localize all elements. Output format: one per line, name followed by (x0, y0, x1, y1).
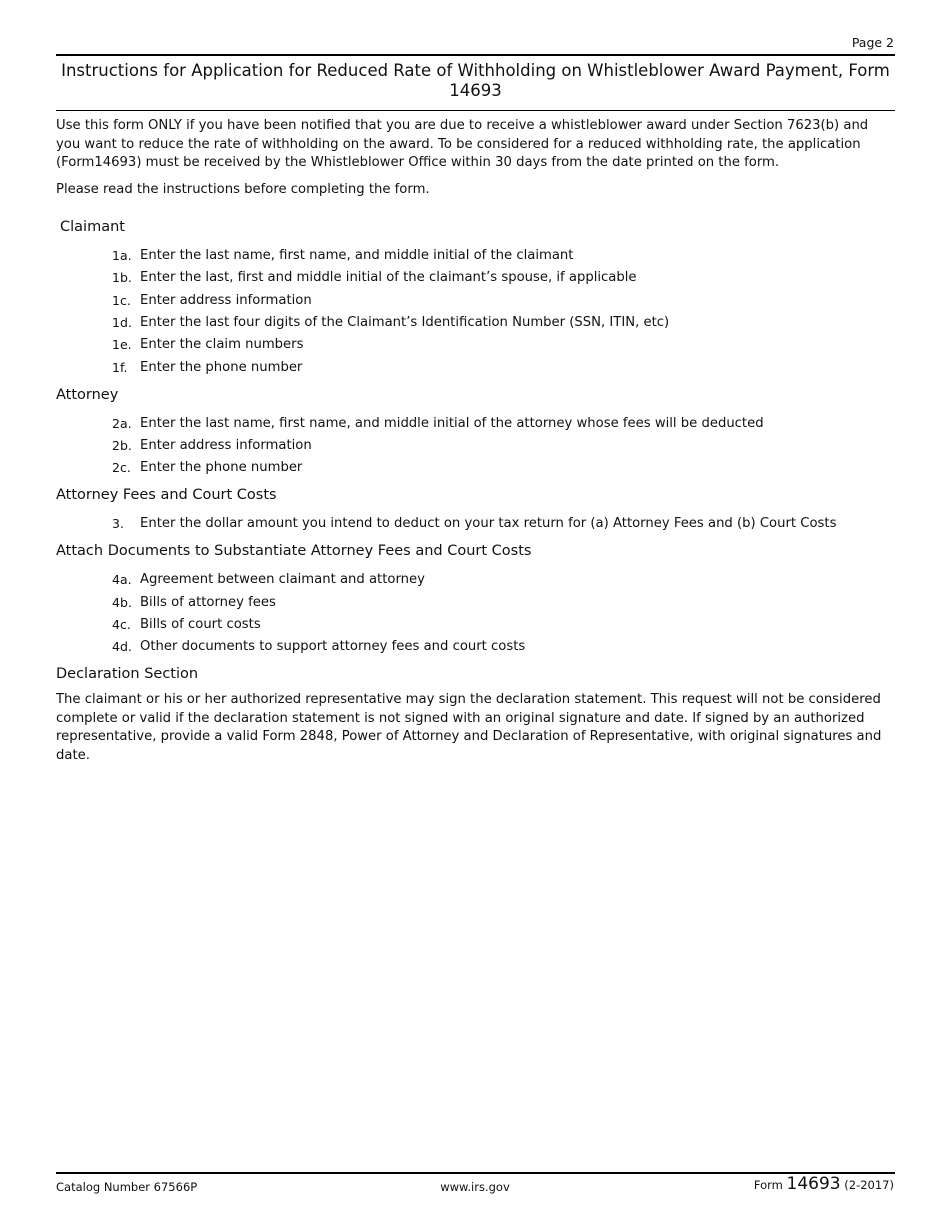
item-text: Other documents to support attorney fees and court costs (140, 639, 526, 654)
form-number: 14693 (786, 1174, 841, 1194)
item-number: 4c. (112, 617, 131, 632)
read-instructions-note: Please read the instructions before completing the form. (56, 182, 430, 197)
list-item (0, 594, 950, 612)
item-number: 2b. (112, 438, 132, 453)
section-heading-claimant: Claimant (60, 219, 125, 235)
list-item (0, 292, 950, 310)
section-heading-attorney: Attorney (56, 387, 119, 403)
top-rule (56, 54, 895, 56)
form-revision: (2-2017) (844, 1178, 894, 1192)
item-number: 4b. (112, 595, 132, 610)
list-item (0, 336, 950, 354)
item-number: 1f. (112, 360, 128, 375)
item-text: Enter the last name, first name, and middle initial of the attorney whose fees will be deducted (140, 416, 764, 431)
list-item (0, 247, 950, 265)
section-heading-documents: Attach Documents to Substantiate Attorney Fees and Court Costs (56, 543, 532, 559)
form-identifier (754, 1174, 894, 1194)
item-number: 2a. (112, 416, 132, 431)
item-text: Enter the phone number (140, 460, 303, 475)
list-item (0, 437, 950, 455)
list-item (0, 269, 950, 287)
item-text: Enter the last, first and middle initial of the claimant’s spouse, if applicable (140, 270, 637, 285)
item-number: 4a. (112, 572, 132, 587)
item-text: Bills of attorney fees (140, 595, 276, 610)
item-number: 4d. (112, 639, 132, 654)
item-text: Agreement between claimant and attorney (140, 572, 425, 587)
item-text: Enter address information (140, 293, 312, 308)
form-prefix: Form (753, 1178, 783, 1192)
website-text[interactable]: www.irs.gov (440, 1180, 510, 1194)
list-item (0, 415, 950, 433)
item-number: 1d. (112, 315, 132, 330)
list-item (0, 515, 950, 533)
item-text: Enter address information (140, 438, 312, 453)
list-item (0, 359, 950, 377)
intro-text: Use this form ONLY if you have been notified that you are due to receive a whistleblower award under Section 7623(b) and you want to reduce the rate of withholding on the award. To be considered for a reduced withholding rate, the application (Form14693) must be received by the Whistleblower Office within 30 days from the date printed on the form. (56, 118, 869, 170)
item-text: Enter the claim numbers (140, 337, 304, 352)
page-title: Instructions for Application for Reduced Rate of Withholding on Whistleblower Award Payment, Form 14693 (61, 61, 890, 100)
item-number: 2c. (112, 460, 131, 475)
item-text: Enter the last name, first name, and middle initial of the claimant (140, 248, 574, 263)
item-number: 1c. (112, 293, 131, 308)
item-text: Enter the last four digits of the Claimant’s Identification Number (SSN, ITIN, etc) (140, 315, 670, 330)
item-number: 3. (112, 516, 124, 531)
list-item (0, 459, 950, 477)
section-heading-declaration: Declaration Section (56, 666, 199, 682)
list-item (0, 616, 950, 634)
catalog-number: Catalog Number 67566P (56, 1180, 198, 1194)
list-item (0, 638, 950, 656)
intro-paragraph (56, 117, 895, 173)
page-number: Page 2 (851, 35, 894, 50)
list-item (0, 314, 950, 332)
item-text: Enter the dollar amount you intend to deduct on your tax return for (a) Attorney Fees and (b) Court Costs (140, 516, 837, 531)
item-text: Bills of court costs (140, 617, 261, 632)
declaration-paragraph: The claimant or his or her authorized representative may sign the declaration statement. This request will not be considered complete or valid if the declaration statement is not signed with an original signature and date. If signed by an authorized representative, provide a valid Form 2848, Power of Attorney and Declaration of Representative, with original signatures and date. (56, 692, 882, 763)
item-number: 1e. (112, 337, 132, 352)
item-text: Enter the phone number (140, 360, 303, 375)
item-number: 1a. (112, 248, 132, 263)
list-item (0, 571, 950, 589)
title-rule (56, 110, 895, 111)
item-number: 1b. (112, 270, 132, 285)
section-heading-fees: Attorney Fees and Court Costs (56, 487, 277, 503)
